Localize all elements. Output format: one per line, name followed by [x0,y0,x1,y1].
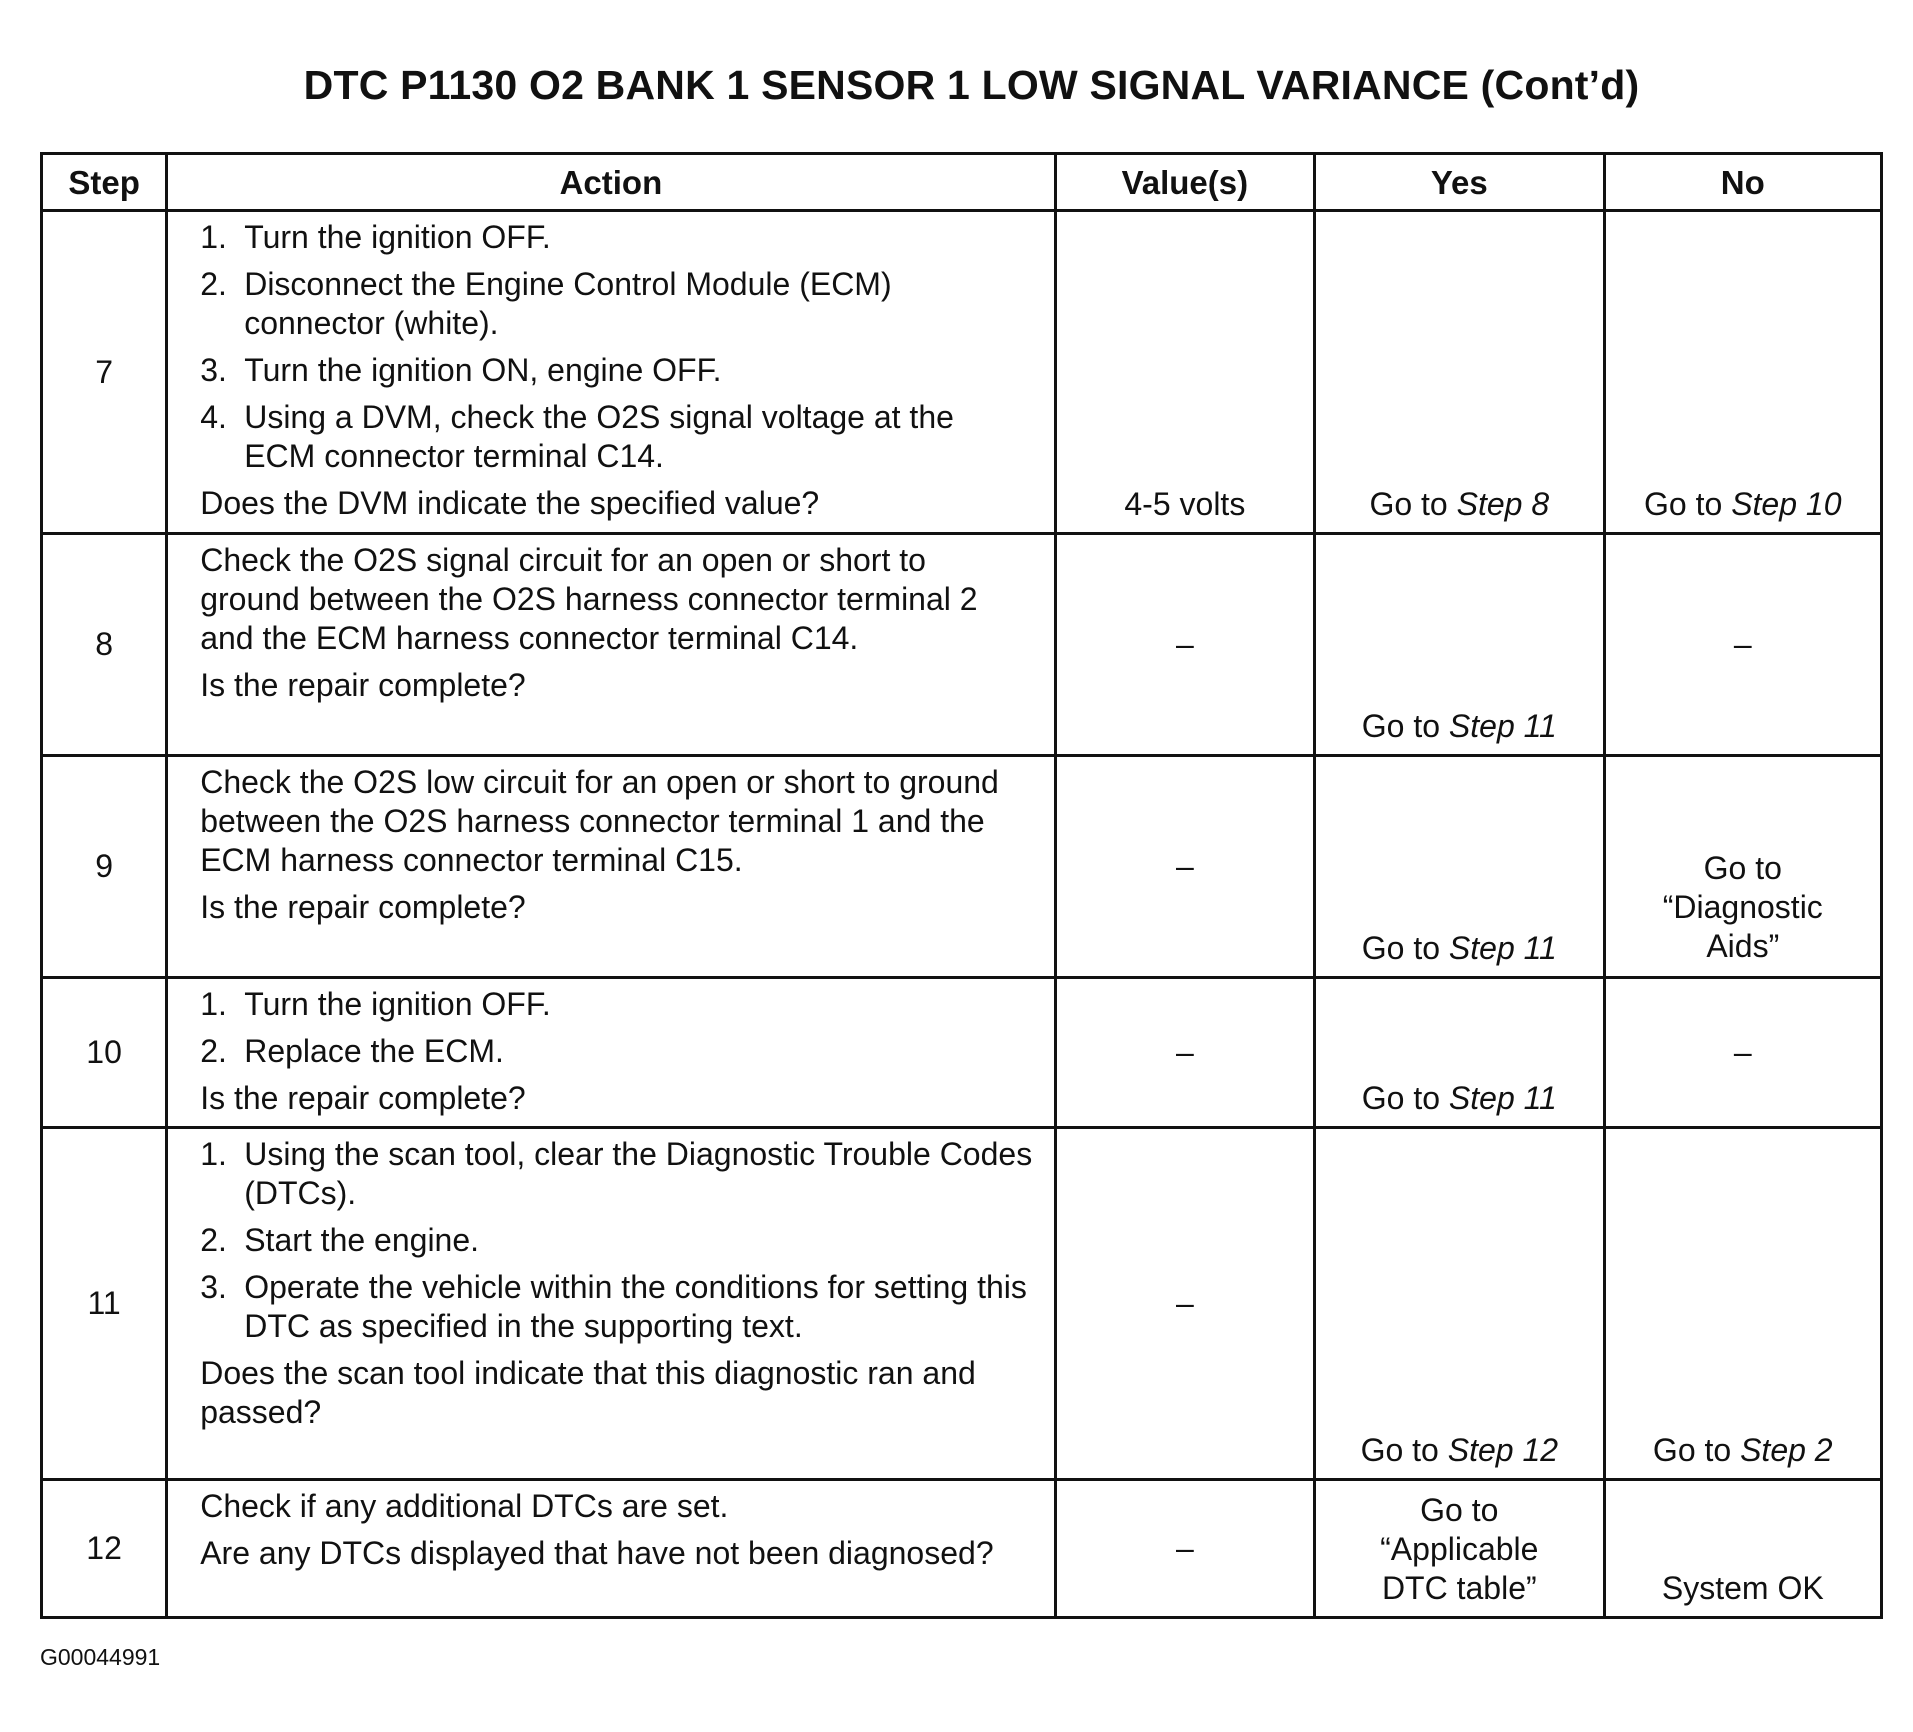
action-item-number: 3. [200,1269,227,1305]
action-cell [167,1128,1055,1480]
action-item [200,1221,1033,1260]
action-item [200,218,1033,257]
step-number: 7 [42,211,167,534]
yes-cell [1315,978,1604,1128]
action-item-number: 1. [200,219,227,255]
yes-cell [1315,534,1604,756]
no-line: “Diagnostic [1662,889,1823,925]
action-cell [167,211,1055,534]
page-title: DTC P1130 O2 BANK 1 SENSOR 1 LOW SIGNAL VARIANCE (Cont’d) [303,62,1640,108]
action-item-text: Replace the ECM. [244,1033,504,1069]
action-cell [167,534,1055,756]
header-yes: Yes [1315,154,1604,211]
yes-cell [1315,211,1604,534]
value-cell: 4-5 volts [1055,211,1314,534]
table-row-step-9 [42,756,1882,978]
action-list [200,1135,1033,1346]
table-row-step-8 [42,534,1882,756]
action-item-number: 3. [200,352,227,388]
action-question: Is the repair complete? [200,889,526,925]
no-prefix: Go to [1652,1432,1741,1468]
action-item-text: Start the engine. [244,1222,480,1258]
value-cell: – [1055,1480,1314,1618]
action-paragraph: Check if any additional DTCs are set. [200,1488,729,1524]
table-row-step-12 [42,1480,1882,1618]
action-cell [167,978,1055,1128]
action-list [200,218,1033,476]
yes-step-ref: Step 8 [1456,486,1550,522]
figure-id: G00044991 [40,1644,161,1670]
yes-step-ref: Step 11 [1448,930,1557,966]
yes-prefix: Go to [1361,1080,1449,1116]
action-item [200,351,1033,390]
no-line: Go to [1703,850,1782,886]
action-item-number: 2. [200,1033,227,1069]
no-prefix: Go to [1644,486,1732,522]
no-cell [1604,211,1881,534]
yes-line: “Applicable [1380,1531,1539,1567]
action-question: Is the repair complete? [200,1080,526,1116]
header-no: No [1604,154,1881,211]
action-item-text: Disconnect the Engine Control Module (ECM) connector (white). [244,266,892,341]
action-paragraph: Check the O2S signal circuit for an open or short to ground between the O2S harness connector terminal 2 and the ECM harness connector terminal C14. [200,542,978,656]
yes-cell [1315,756,1604,978]
yes-prefix: Go to [1369,486,1457,522]
yes-step-ref: Step 11 [1448,708,1557,744]
yes-prefix: Go to [1360,1432,1448,1468]
header-step: Step [42,154,167,211]
no-cell [1604,756,1881,978]
no-line: Aids” [1706,928,1780,964]
yes-prefix: Go to [1361,930,1449,966]
action-item-text: Turn the ignition OFF. [244,986,551,1022]
no-step-ref: Step 10 [1731,486,1842,522]
yes-cell [1315,1128,1604,1480]
action-item-text: Using a DVM, check the O2S signal voltage at the ECM connector terminal C14. [244,399,954,474]
step-number: 11 [42,1128,167,1480]
action-item-number: 2. [200,1222,227,1258]
action-question: Does the scan tool indicate that this diagnostic ran and passed? [200,1355,976,1430]
step-number: 8 [42,534,167,756]
action-item [200,1135,1033,1213]
action-item-number: 4. [200,399,227,435]
action-item [200,1268,1033,1346]
action-item-number: 1. [200,986,227,1022]
action-cell [167,1480,1055,1618]
no-step-ref: Step 2 [1740,1432,1833,1468]
action-item-number: 1. [200,1136,227,1172]
table-row-step-7 [42,211,1882,534]
yes-cell [1315,1480,1604,1618]
header-row [42,154,1882,211]
action-item-text: Turn the ignition OFF. [244,219,551,255]
step-number: 10 [42,978,167,1128]
value-cell: – [1055,756,1314,978]
header-value: Value(s) [1055,154,1314,211]
header-action: Action [167,154,1055,211]
step-number: 9 [42,756,167,978]
no-cell [1604,1128,1881,1480]
action-list [200,985,1033,1071]
action-question: Does the DVM indicate the specified value? [200,485,820,521]
value-cell: – [1055,534,1314,756]
value-cell: – [1055,1128,1314,1480]
action-question: Are any DTCs displayed that have not been diagnosed? [200,1535,994,1571]
yes-line: DTC table” [1381,1570,1537,1606]
action-item [200,265,1033,343]
no-cell: System OK [1604,1480,1881,1618]
action-paragraph: Check the O2S low circuit for an open or short to ground between the O2S harness connector terminal 1 and the ECM harness connector terminal C15. [200,764,999,878]
table-row-step-10 [42,978,1882,1128]
action-item-text: Turn the ignition ON, engine OFF. [244,352,722,388]
action-item-number: 2. [200,266,227,302]
yes-line: Go to [1420,1492,1499,1528]
yes-prefix: Go to [1361,708,1449,744]
no-cell: – [1604,534,1881,756]
action-item [200,985,1033,1024]
yes-step-ref: Step 12 [1447,1432,1559,1468]
action-item-text: Using the scan tool, clear the Diagnostic Trouble Codes (DTCs). [244,1136,1033,1211]
action-question: Is the repair complete? [200,667,526,703]
action-item-text: Operate the vehicle within the conditions for setting this DTC as specified in the supporting text. [244,1269,1027,1344]
action-cell [167,756,1055,978]
no-cell: – [1604,978,1881,1128]
action-item [200,1032,1033,1071]
diagnostic-table [40,152,1883,1619]
action-item [200,398,1033,476]
table-row-step-11 [42,1128,1882,1480]
yes-step-ref: Step 11 [1448,1080,1557,1116]
step-number: 12 [42,1480,167,1618]
value-cell: – [1055,978,1314,1128]
